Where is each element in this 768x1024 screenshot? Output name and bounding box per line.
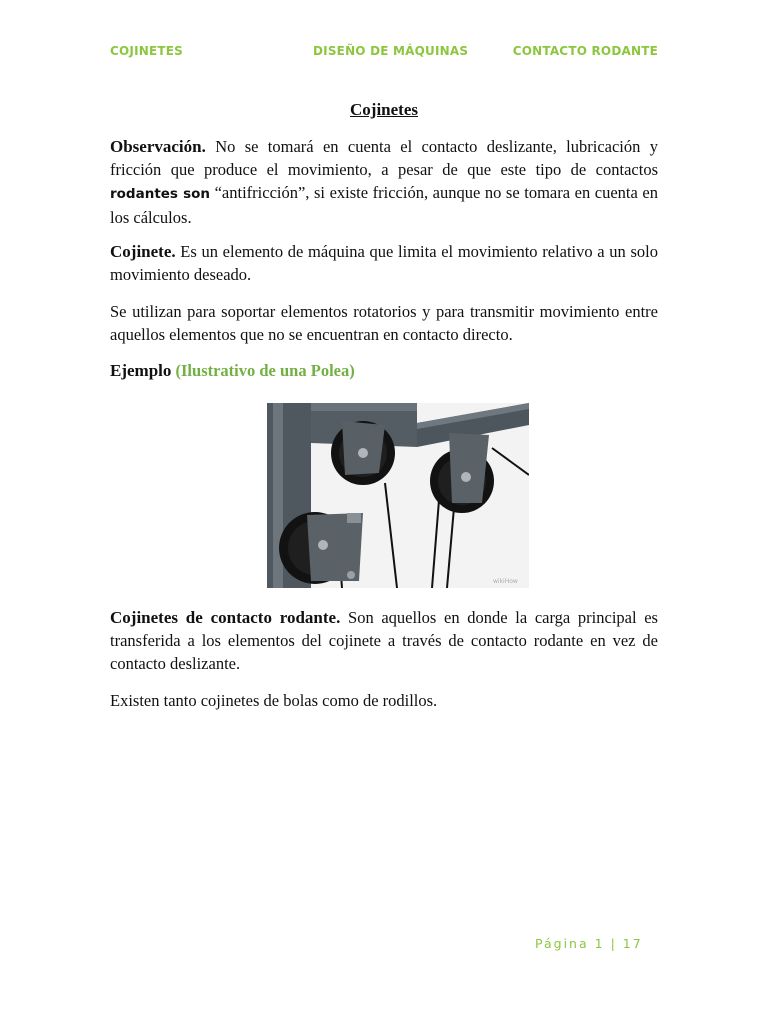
uso-paragraph: Se utilizan para soportar elementos rotatorios y para transmitir movimiento entre aquellos elementos que no se encuentran en contacto directo. xyxy=(110,302,658,344)
page-total: 17 xyxy=(622,936,643,951)
cojinete-definition-paragraph xyxy=(110,240,658,286)
page-footer xyxy=(535,936,643,951)
page-separator: | xyxy=(610,936,617,951)
pulley-photo-icon xyxy=(267,403,529,588)
contacto-rodante-paragraph xyxy=(110,606,658,675)
observacion-emphasis: rodantes son xyxy=(110,186,211,202)
header-center: DISEÑO DE MÁQUINAS xyxy=(313,44,469,58)
page-label: Página xyxy=(535,936,589,951)
cojinete-definition-text: Es un elemento de máquina que limita el movimiento relativo a un solo movimiento deseado. xyxy=(110,242,658,284)
ejemplo-note: (Ilustrativo de una Polea) xyxy=(175,361,355,380)
pulley-image xyxy=(267,403,529,588)
observacion-label: Observación. xyxy=(110,137,206,156)
ejemplo-label: Ejemplo xyxy=(110,361,172,380)
observacion-text-1: No se tomará en cuenta el contacto deslizante, lubricación y fricción que produce el movimiento, a pesar de que este tipo de contactos xyxy=(110,137,658,179)
tipos-paragraph: Existen tanto cojinetes de bolas como de rodillos. xyxy=(110,691,438,710)
watermark: wikiHow xyxy=(493,578,518,585)
page-number: 1 xyxy=(594,936,605,951)
contacto-rodante-label: Cojinetes de contacto rodante. xyxy=(110,608,341,627)
page-title: Cojinetes xyxy=(350,100,418,119)
cojinete-label: Cojinete. xyxy=(110,242,176,261)
observacion-text-2: “antifricción”, si existe fricción, aunque no se tomara en cuenta en los cálculos. xyxy=(110,183,658,227)
ejemplo-heading xyxy=(110,359,658,382)
header-left: COJINETES xyxy=(110,44,184,58)
contacto-rodante-text: Son aquellos en donde la carga principal es transferida a los elementos del cojinete a través de contacto rodante en vez de contacto deslizante. xyxy=(110,608,658,673)
header-right: CONTACTO RODANTE xyxy=(512,44,658,58)
observacion-paragraph xyxy=(110,135,658,229)
